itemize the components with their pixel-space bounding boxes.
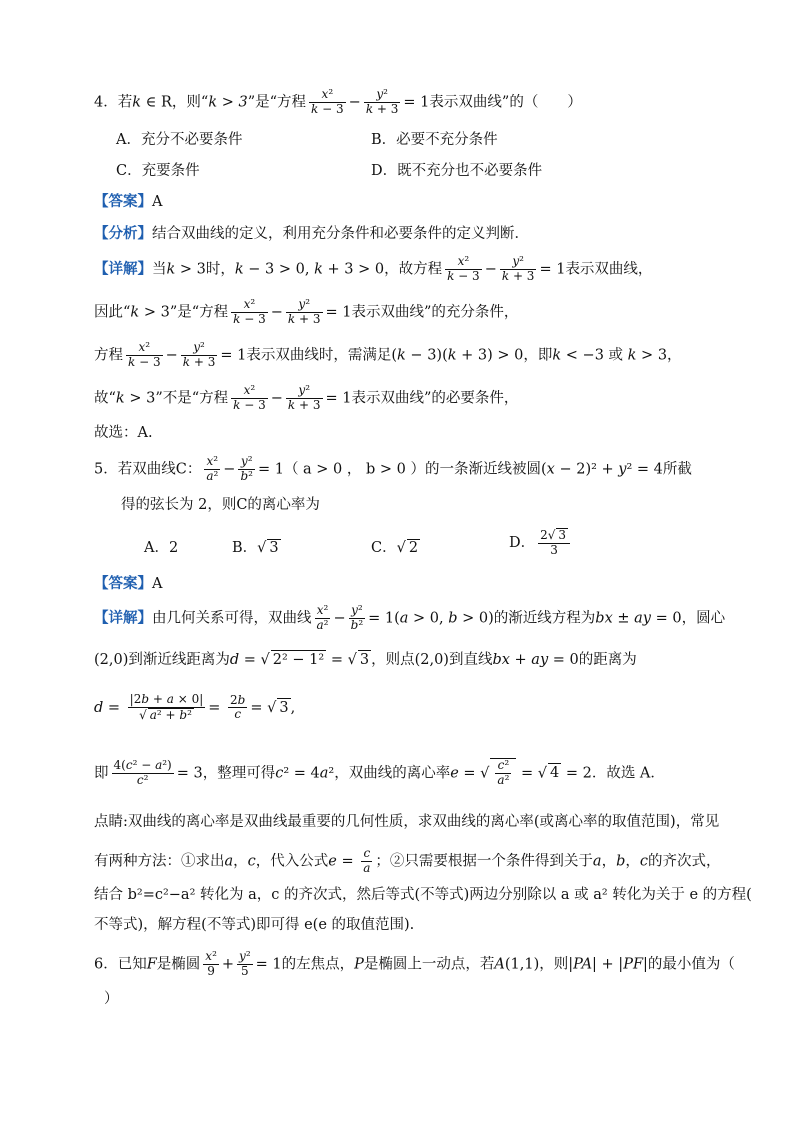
q4-option-c: C．充要条件 (116, 163, 200, 179)
q6-stem: 6．已知F是椭圆 $\frac{\text{x²}}{9}$ + $\frac{\text{y²}}{5}$ = 1的左焦点，P是椭圆上一动点，若A(1,1)，则|PA| + |PF|的最小值为（ (94, 949, 735, 978)
q5-option-c: C．√ 2 (371, 540, 419, 556)
q4-detail-line1: 【详解】当k > 3时，k − 3 > 0, k + 3 > 0，故方程 $\frac{\text{x²}}{k - 3}$ − $\frac{\text{y²}}{k + 3}$ = 1表示双曲线， (94, 254, 653, 283)
q5-stem: 5．若双曲线C： $\frac{\text{x²}}{\text{a²}}$ − $\frac{\text{y²}}{\text{b²}}$ = 1（ a > 0 ， b > 0 ）的一条渐近线被圆(x − 2)² + y² = 4所截 (94, 454, 692, 483)
q5-detail-line3: d = $\frac{|2b + a \times 0|}{\text{√ a² + b²}}$ = $\frac{2b}{c}$ = √ 3 , (94, 692, 296, 722)
q4-detail-line3: 方程 $\frac{\text{x²}}{k - 3}$ − $\frac{\text{y²}}{k + 3}$ = 1表示双曲线时，需满足(k − 3)(k + 3) > 0，即k < −3 或 k > 3， (94, 340, 682, 369)
q4-option-a: A．充分不必要条件 (116, 132, 243, 148)
q4-detail-line5: 故选：A. (94, 425, 153, 441)
q5-option-d: D． $\frac{2√ 3}{3}$ (509, 528, 573, 558)
q5-detail-line4: 即 $\frac{\text{4(c² − a²)}}{\text{c²}}$ = 3，整理可得c² = 4a²，双曲线的离心率e = √ $\frac{\text{c²}}{\text{a²}}$ = √ 4 = 2．故选 A． (94, 758, 665, 787)
q4-option-b: B．必要不充分条件 (371, 132, 498, 148)
q4-option-d: D．既不充分也不必要条件 (371, 163, 543, 179)
q5-note-line3: 结合 b²=c²−a² 转化为 a，c 的齐次式，然后等式(不等式)两边分别除以 a 或 a² 转化为关于 e 的方程( (94, 887, 752, 903)
q5-option-b: B．√ 3 (232, 540, 279, 556)
q4-answer: 【答案】A (94, 193, 163, 210)
q5-detail-line2: (2,0)到渐近线距离为d = √ 2² − 1² = √ 3 ，则点(2,0)到直线bx + ay = 0的距离为 (94, 650, 637, 671)
q4-stem: 4．若k ∈ R，则“k > 3”是“方程 $\frac{\text{x²}}{k - 3}$ − $\frac{\text{y²}}{k + 3}$ = 1表示双曲线”的（ ） (94, 87, 582, 116)
q5-option-a: A．2 (144, 540, 179, 556)
q5-note-line4: 不等式)，解方程(不等式)即可得 e(e 的取值范围). (94, 917, 415, 933)
q5-note-line1: 点睛:双曲线的离心率是双曲线最重要的几何性质，求双曲线的离心率(或离心率的取值范围)，常见 (94, 814, 720, 830)
q5-stem-line2: 得的弦长为 2，则C的离心率为 (121, 497, 320, 513)
q5-note-line2: 有两种方法：①求出a，c，代入公式e = $\frac{c}{a}$ ；②只需要根据一个条件得到关于a，b，c的齐次式， (94, 846, 721, 875)
q5-detail-line1: 【详解】由几何关系可得，双曲线 $\frac{\text{x²}}{\text{a²}}$ − $\frac{\text{y²}}{\text{b²}}$ = 1(a > 0, b > 0)的渐近线方程为bx ± ay = 0，圆心 (94, 603, 726, 632)
q4-analysis: 【分析】结合双曲线的定义，利用充分条件和必要条件的定义判断． (94, 225, 529, 242)
q5-answer: 【答案】A (94, 575, 163, 592)
q6-stem-line2: ） (104, 991, 119, 1007)
q4-detail-line4: 故“k > 3”不是“方程 $\frac{\text{x²}}{k - 3}$ − $\frac{\text{y²}}{k + 3}$ = 1表示双曲线”的必要条件， (94, 383, 519, 412)
q4-detail-line2: 因此“k > 3”是“方程 $\frac{\text{x²}}{k - 3}$ − $\frac{\text{y²}}{k + 3}$ = 1表示双曲线”的充分条件， (94, 297, 519, 326)
